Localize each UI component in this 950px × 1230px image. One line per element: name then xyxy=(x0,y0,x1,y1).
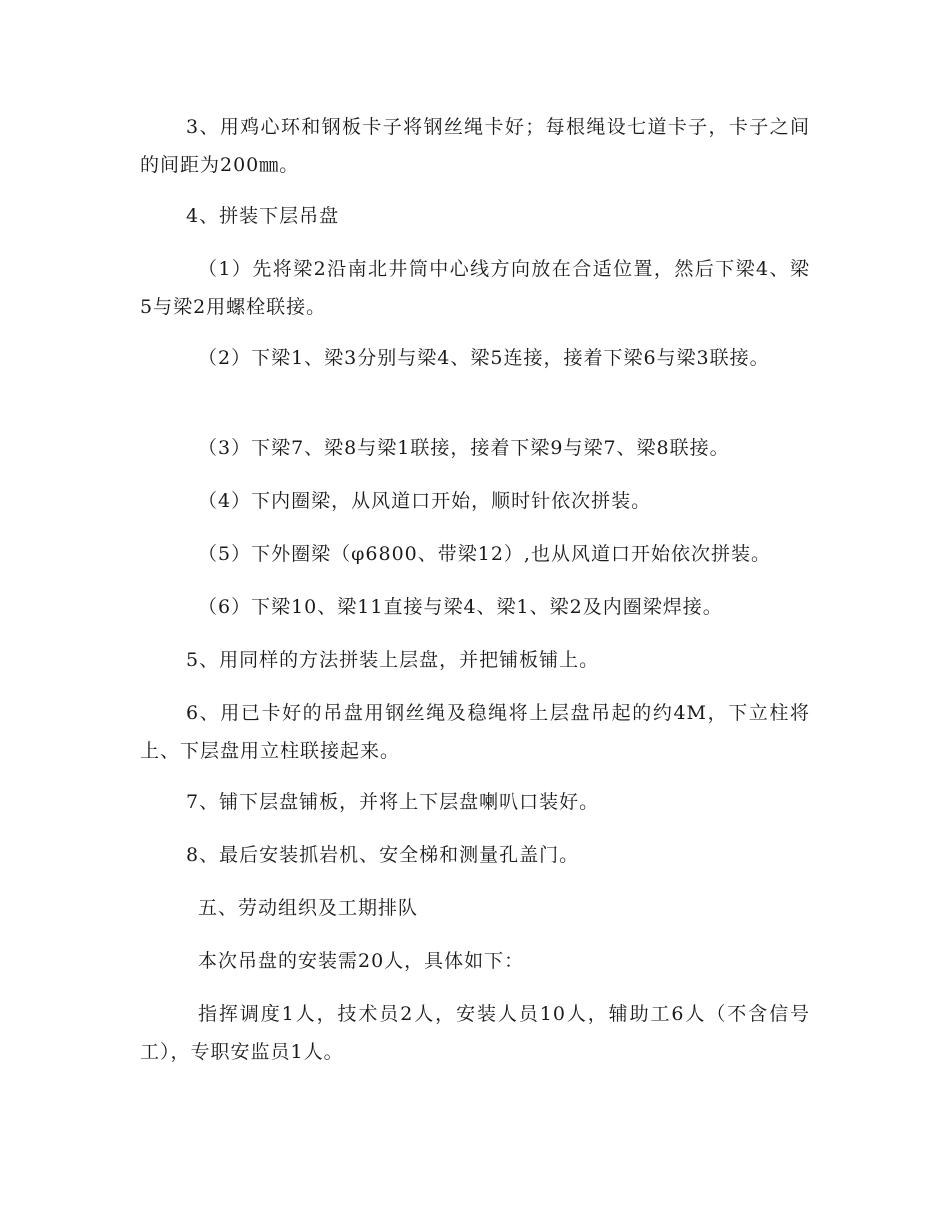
section-heading-labor-organization: 五、劳动组织及工期排队 xyxy=(198,897,419,919)
paragraph-step-3-rope-clamps: 3、用鸡心环和钢板卡子将钢丝绳卡好；每根绳设七道卡子，卡子之间的间距为200㎜。 xyxy=(140,116,810,176)
paragraph-step-4-heading: 4、拼装下层吊盘 xyxy=(186,205,340,227)
paragraph-step-7: 7、铺下层盘铺板，并将上下层盘喇叭口装好。 xyxy=(186,791,600,813)
paragraph-substep-3: （3）下梁7、梁8与梁1联接，接着下梁9与梁7、梁8联接。 xyxy=(198,437,730,459)
paragraph-staffing-detail: 指挥调度1人，技术员2人，安装人员10人，辅助工6人（不含信号工），专职安监员1人。 xyxy=(140,1003,810,1063)
paragraph-substep-6: （6）下梁10、梁11直接与梁4、梁1、梁2及内圈梁焊接。 xyxy=(198,596,723,618)
paragraph-step-6: 6、用已卡好的吊盘用钢丝绳及稳绳将上层盘吊起的约4M，下立柱将上、下层盘用立柱联接起来。 xyxy=(140,702,810,762)
paragraph-substep-5: （5）下外圈梁（φ6800、带梁12）,也从风道口开始依次拼装。 xyxy=(198,543,771,565)
paragraph-substep-4: （4）下内圈梁，从风道口开始，顺时针依次拼装。 xyxy=(198,490,652,512)
paragraph-substep-2: （2）下梁1、梁3分别与梁4、梁5连接，接着下梁6与梁3联接。 xyxy=(198,347,770,369)
paragraph-step-5: 5、用同样的方法拼装上层盘，并把铺板铺上。 xyxy=(186,649,600,671)
paragraph-step-8: 8、最后安装抓岩机、安全梯和测量孔盖门。 xyxy=(186,844,580,866)
paragraph-staffing-summary: 本次吊盘的安装需20人，具体如下： xyxy=(198,950,525,972)
paragraph-substep-1: （1）先将梁2沿南北井筒中心线方向放在合适位置，然后下梁4、梁5与梁2用螺栓联接。 xyxy=(140,258,810,318)
